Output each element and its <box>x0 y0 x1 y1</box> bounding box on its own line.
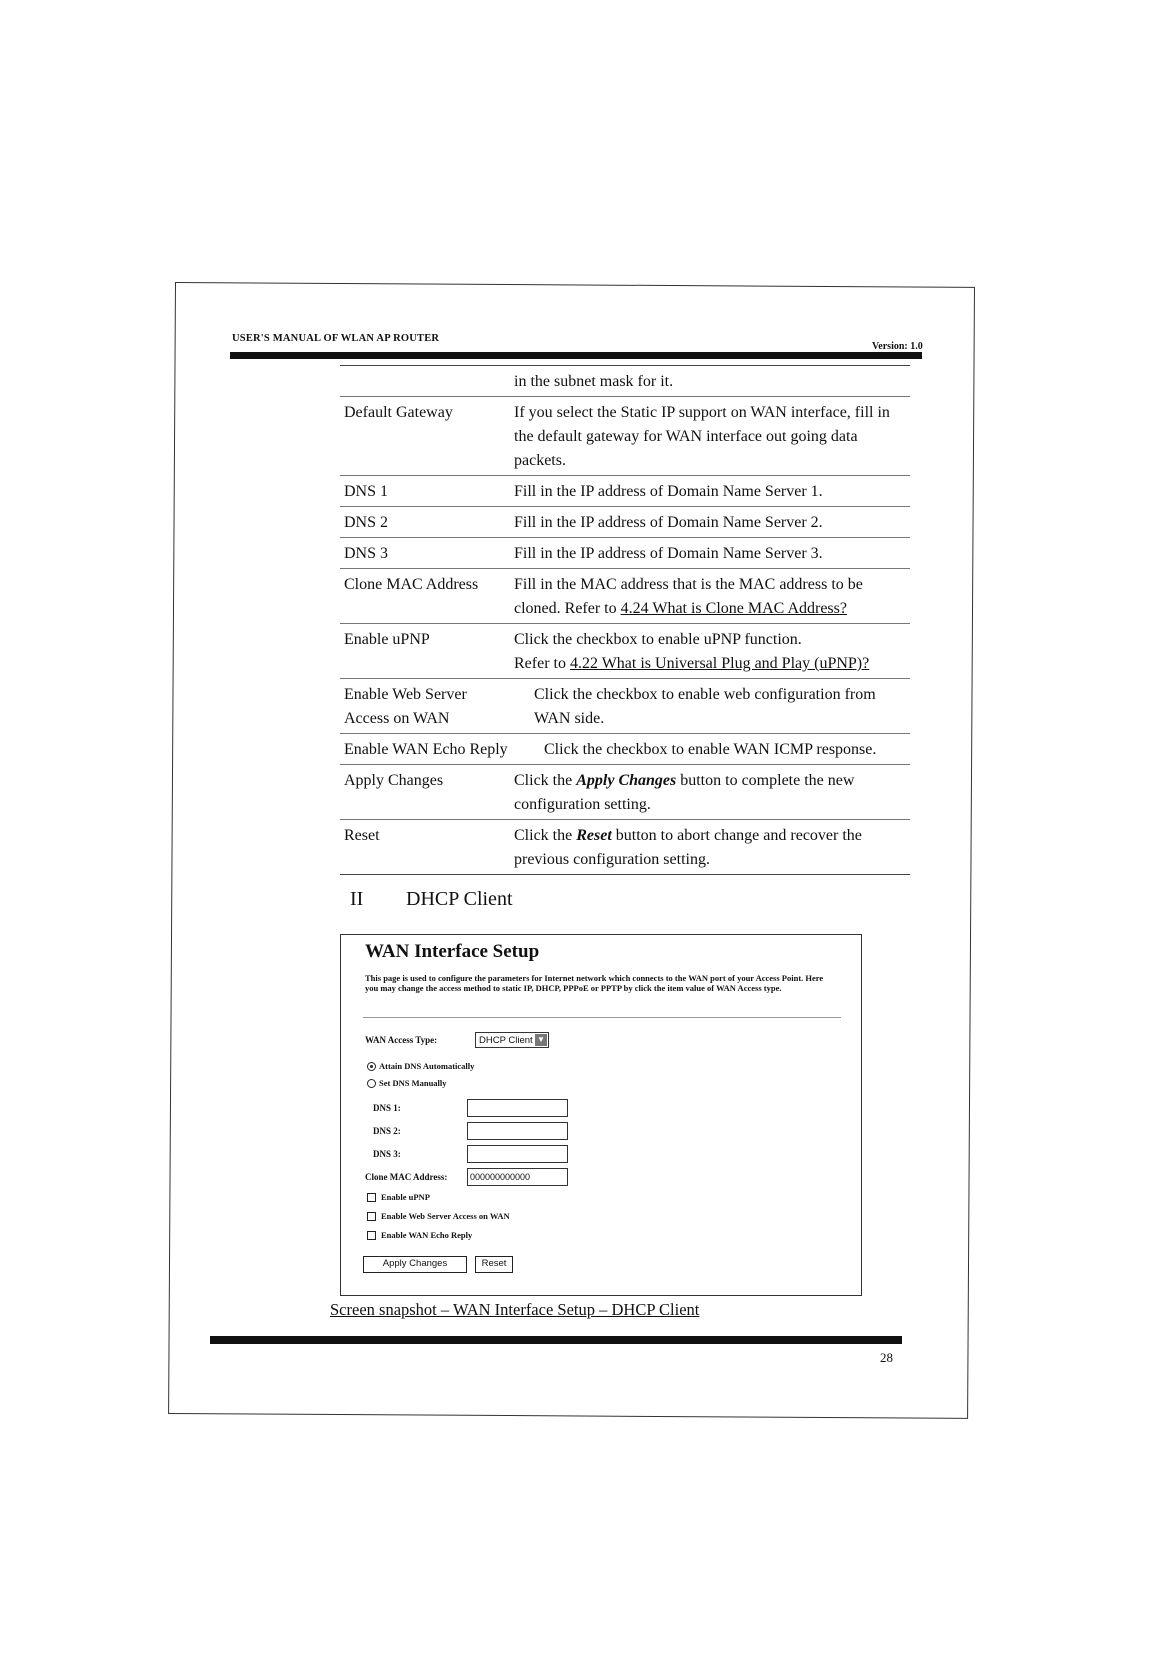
table-row <box>340 733 910 764</box>
row-desc: If you select the Static IP support on WAN interface, fill in the default gateway for WAN interface out going data packets. <box>514 404 890 469</box>
row-desc-emphasis: Apply Changes <box>576 772 677 789</box>
manual-title: USER'S MANUAL OF WLAN AP ROUTER <box>232 333 440 344</box>
row-desc-text: button to abort change and recover the previous configuration setting. <box>514 827 862 868</box>
row-desc: Fill in the IP address of Domain Name Server 1. <box>514 483 823 500</box>
wan-setup-screenshot <box>340 934 862 1296</box>
row-term <box>340 370 514 394</box>
enable-web-access-checkbox[interactable] <box>367 1211 510 1221</box>
screenshot-title: WAN Interface Setup <box>365 941 540 962</box>
row-term: Reset <box>344 827 380 844</box>
row-term: Enable Web Server Access on WAN <box>344 686 467 727</box>
table-row <box>340 537 910 568</box>
attain-dns-auto-label: Attain DNS Automatically <box>379 1061 475 1071</box>
row-desc: in the subnet mask for it. <box>514 373 674 390</box>
header-rule <box>230 352 922 359</box>
table-row <box>340 475 910 506</box>
row-term: Default Gateway <box>344 404 453 421</box>
wan-access-type-label: WAN Access Type: <box>365 1035 438 1045</box>
wan-access-type-select[interactable] <box>475 1032 549 1048</box>
checkbox-icon <box>367 1212 376 1221</box>
dns2-input[interactable] <box>467 1122 568 1140</box>
row-desc: Click the checkbox to enable WAN ICMP response. <box>544 741 877 758</box>
row-term: DNS 3 <box>344 545 389 562</box>
table-row <box>340 678 910 733</box>
table-row <box>340 365 910 396</box>
row-desc-text: Click the <box>514 772 577 789</box>
screenshot-description: This page is used to configure the parameters for Internet network which connects to the WAN port of your Access Point. Here you may change the access method to static IP, DHCP, PPPoE or PPTP by click the item value of WAN Access type. <box>365 973 824 993</box>
row-desc-text: button to complete the new configuration setting. <box>514 772 855 813</box>
table-row <box>340 764 910 819</box>
dns3-input[interactable] <box>467 1145 568 1163</box>
clone-mac-label: Clone MAC Address: <box>365 1172 448 1182</box>
checkbox-icon <box>367 1193 376 1202</box>
row-desc-text: Click the <box>514 827 577 844</box>
row-desc-ref: Refer to <box>514 655 570 672</box>
row-desc-text: Click the checkbox to enable uPNP function. <box>514 631 802 648</box>
row-desc-emphasis: Reset <box>576 827 612 844</box>
enable-wan-echo-label: Enable WAN Echo Reply <box>381 1230 473 1240</box>
upnp-link[interactable]: 4.22 What is Universal Plug and Play (uPNP)? <box>569 655 870 672</box>
radio-selected-icon <box>367 1062 376 1071</box>
table-bottom-rule <box>340 874 910 875</box>
row-term: Apply Changes <box>344 772 444 789</box>
row-desc <box>514 573 910 621</box>
reset-button[interactable]: Reset <box>475 1256 513 1273</box>
row-term: DNS 2 <box>344 514 389 531</box>
screenshot-divider <box>363 1017 841 1018</box>
dns1-input[interactable] <box>467 1099 568 1117</box>
row-term: Enable uPNP <box>344 631 430 648</box>
version-label: Version: 1.0 <box>872 341 923 352</box>
apply-changes-button[interactable]: Apply Changes <box>363 1256 467 1273</box>
enable-wan-echo-checkbox[interactable] <box>367 1230 472 1240</box>
section-number: II <box>350 888 364 910</box>
row-desc <box>514 769 910 817</box>
dns1-label: DNS 1: <box>373 1103 401 1113</box>
parameter-table <box>340 365 910 875</box>
row-term: Enable WAN Echo Reply <box>344 741 508 758</box>
attain-dns-auto-radio[interactable] <box>367 1061 474 1071</box>
table-row <box>340 819 910 874</box>
row-desc: Fill in the IP address of Domain Name Server 3. <box>514 545 823 562</box>
section-title: DHCP Client <box>406 888 513 910</box>
wan-access-type-value: DHCP Client <box>479 1035 533 1046</box>
row-term: DNS 1 <box>344 483 389 500</box>
dns2-label: DNS 2: <box>373 1126 401 1136</box>
row-term: Clone MAC Address <box>344 576 479 593</box>
table-row <box>340 623 910 678</box>
row-desc <box>514 824 910 872</box>
set-dns-manual-radio[interactable] <box>367 1078 447 1088</box>
page-number: 28 <box>880 1350 893 1365</box>
clone-mac-link[interactable]: 4.24 What is Clone MAC Address? <box>620 600 847 617</box>
row-desc: Click the checkbox to enable web configuration from WAN side. <box>534 686 876 727</box>
section-heading <box>350 888 513 911</box>
row-desc-text: Fill in the MAC address that is the MAC address to be cloned. Refer to <box>514 576 863 617</box>
chevron-down-icon: ▼ <box>535 1034 547 1046</box>
enable-upnp-label: Enable uPNP <box>381 1192 430 1202</box>
row-desc <box>514 628 910 676</box>
table-row <box>340 568 910 623</box>
figure-caption: Screen snapshot – WAN Interface Setup – DHCP Client <box>330 1300 700 1319</box>
table-row <box>340 396 910 475</box>
dns3-label: DNS 3: <box>373 1149 401 1159</box>
enable-web-access-label: Enable Web Server Access on WAN <box>381 1211 510 1221</box>
set-dns-manual-label: Set DNS Manually <box>379 1078 447 1088</box>
enable-upnp-checkbox[interactable] <box>367 1192 430 1202</box>
table-row <box>340 506 910 537</box>
footer-rule <box>210 1336 902 1344</box>
clone-mac-input[interactable]: 000000000000 <box>467 1168 568 1186</box>
radio-unselected-icon <box>367 1079 376 1088</box>
row-desc: Fill in the IP address of Domain Name Server 2. <box>514 514 823 531</box>
checkbox-icon <box>367 1231 376 1240</box>
